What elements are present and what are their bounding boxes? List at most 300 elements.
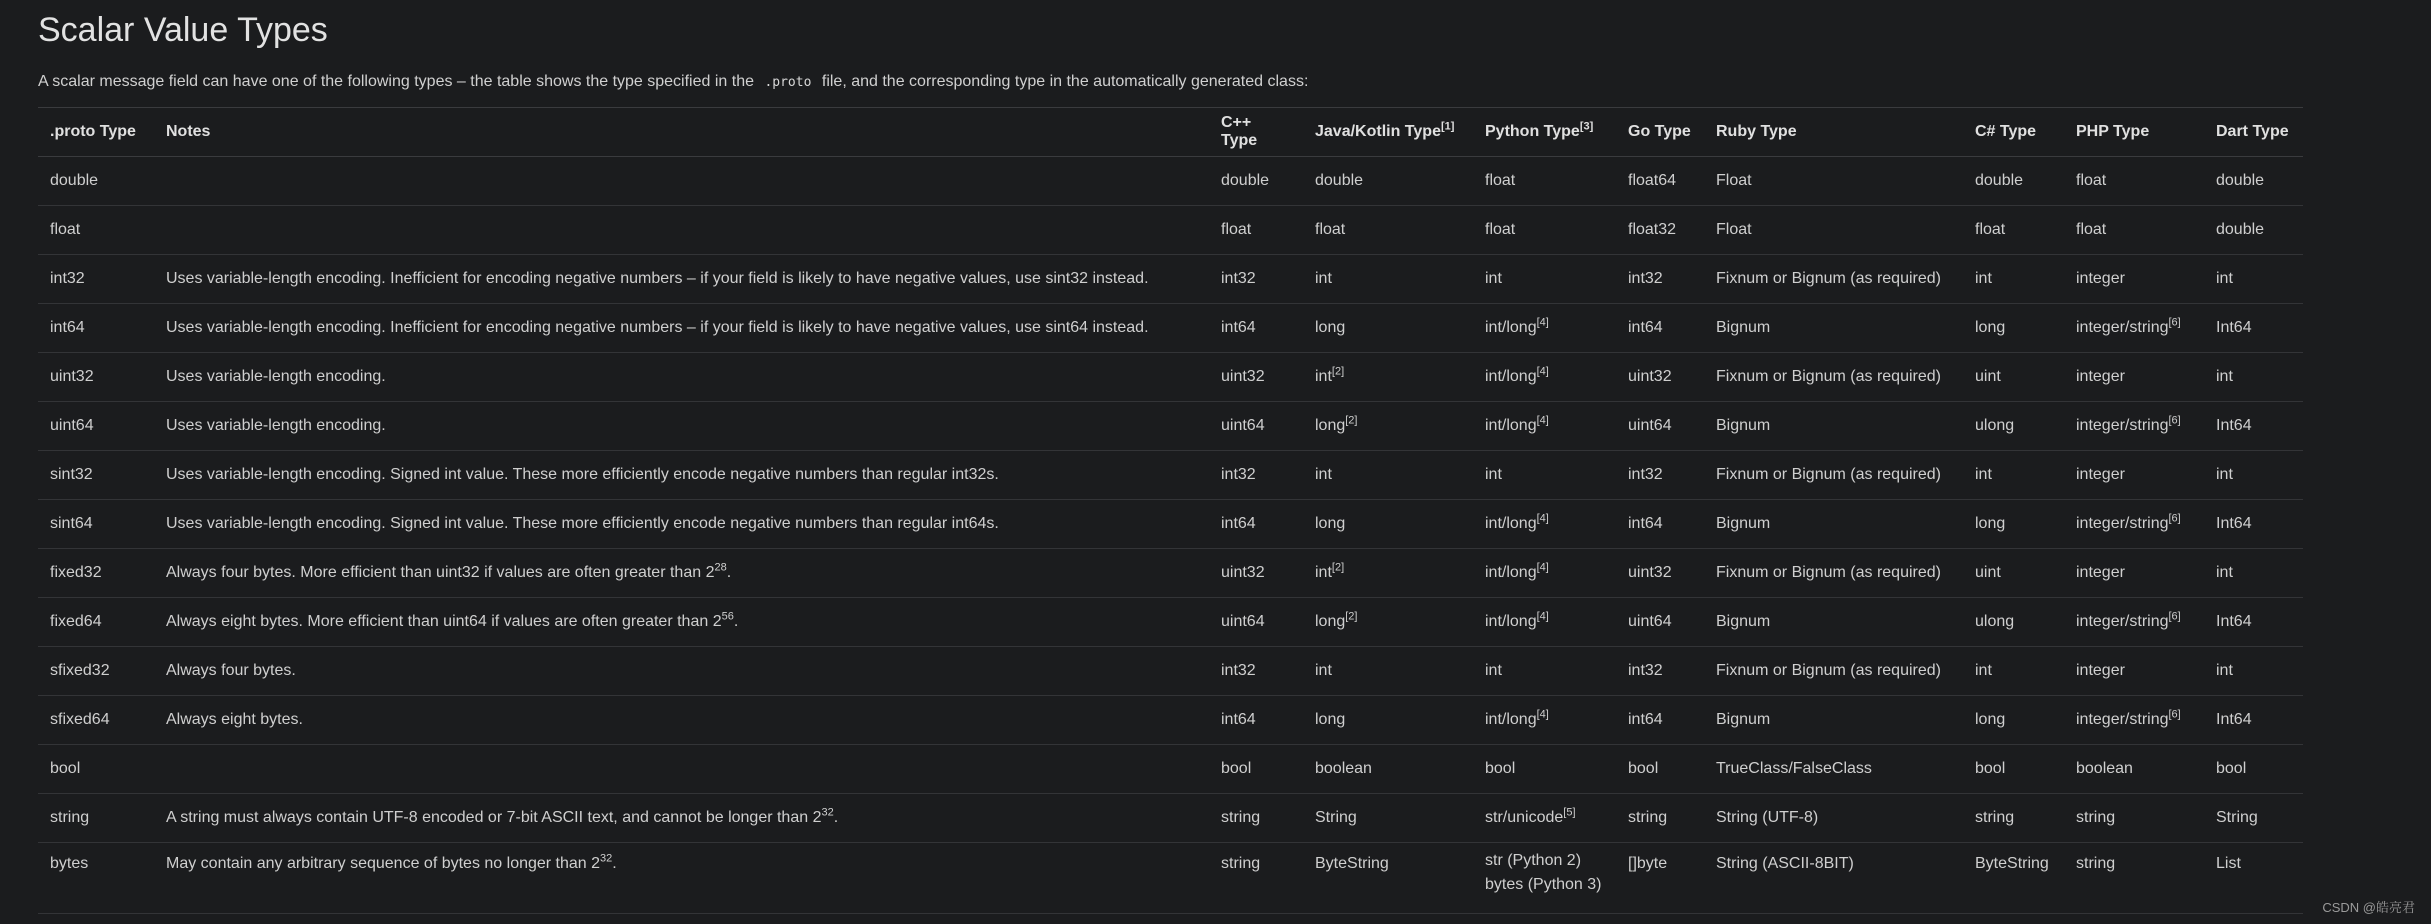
footnote-ref[interactable]: 32	[600, 852, 613, 865]
cell-text: uint64	[50, 417, 94, 434]
table-cell	[1473, 304, 1616, 353]
table-cell	[1303, 745, 1473, 794]
cell-text: float	[2076, 172, 2107, 189]
column-header	[1473, 108, 1616, 157]
cell-text: integer/string	[2076, 613, 2169, 630]
table-cell	[1616, 500, 1704, 549]
table-cell	[1963, 255, 2064, 304]
cell-text: long	[1315, 417, 1346, 434]
cell-text-suffix: .	[833, 809, 839, 826]
cell-text: bool	[50, 760, 81, 777]
cell-text: float64	[1628, 172, 1677, 189]
cell-text: uint64	[1628, 613, 1672, 630]
cell-text-suffix: .	[726, 564, 732, 581]
table-cell	[1963, 402, 2064, 451]
table-cell	[1616, 843, 1704, 914]
cell-text: double	[50, 172, 99, 189]
cell-text: Float	[1716, 221, 1752, 238]
cell-text: long	[1975, 319, 2006, 336]
column-header	[1963, 108, 2064, 157]
cell-text: int	[2216, 466, 2233, 483]
table-cell	[1303, 304, 1473, 353]
table-cell	[1473, 353, 1616, 402]
table-row	[38, 451, 2303, 500]
table-cell	[1616, 549, 1704, 598]
table-cell	[154, 402, 1209, 451]
cell-text: int/long	[1485, 368, 1537, 385]
cell-text: string	[1628, 809, 1668, 826]
cell-text: long	[1315, 613, 1346, 630]
cell-text: uint64	[1221, 417, 1265, 434]
table-cell	[1303, 255, 1473, 304]
table-cell	[1473, 255, 1616, 304]
cell-text: double	[1221, 172, 1270, 189]
table-cell	[1303, 500, 1473, 549]
table-cell	[2204, 549, 2303, 598]
table-cell	[1704, 157, 1963, 206]
column-header	[1616, 108, 1704, 157]
column-header-label: Python Type	[1485, 123, 1580, 140]
cell-text-line2: bytes (Python 3)	[1485, 876, 1602, 893]
table-cell	[1473, 549, 1616, 598]
table-row	[38, 500, 2303, 549]
footnote-ref[interactable]: 56	[721, 610, 734, 623]
column-header	[154, 108, 1209, 157]
cell-text: int/long	[1485, 417, 1537, 434]
cell-text: May contain any arbitrary sequence of bytes no longer than 2	[166, 855, 601, 872]
cell-text: long	[1975, 711, 2006, 728]
column-header-label: Go Type	[1628, 123, 1691, 140]
table-cell	[2204, 304, 2303, 353]
cell-text: float	[1975, 221, 2006, 238]
cell-text: String (UTF-8)	[1716, 809, 1819, 826]
table-cell	[1963, 794, 2064, 843]
cell-text: Always eight bytes. More efficient than uint64 if values are often greater than 2	[166, 613, 722, 630]
cell-text: integer	[2076, 270, 2125, 287]
footnote-ref[interactable]: [2]	[1345, 610, 1358, 623]
cell-text: Int64	[2216, 613, 2252, 630]
table-cell	[1963, 549, 2064, 598]
footnote-ref[interactable]: [6]	[2168, 414, 2181, 427]
cell-text: integer/string	[2076, 417, 2169, 434]
table-cell	[1704, 500, 1963, 549]
table-cell	[1209, 451, 1303, 500]
table-cell	[1303, 843, 1473, 914]
table-cell	[2204, 402, 2303, 451]
table-cell	[154, 500, 1209, 549]
table-cell	[154, 304, 1209, 353]
cell-text: int	[2216, 368, 2233, 385]
table-header-row	[38, 108, 2303, 157]
cell-text: string	[1221, 809, 1261, 826]
table-cell	[2064, 549, 2204, 598]
cell-text: TrueClass/FalseClass	[1716, 760, 1872, 777]
table-cell	[2064, 794, 2204, 843]
cell-text: double	[2216, 172, 2265, 189]
column-header	[1303, 108, 1473, 157]
watermark: CSDN @皓亮君	[2322, 900, 2415, 915]
cell-text-suffix: .	[612, 855, 617, 872]
table-cell	[1209, 843, 1303, 914]
table-cell	[2064, 353, 2204, 402]
table-body	[38, 157, 2303, 914]
cell-text: bool	[1628, 760, 1659, 777]
table-cell	[1303, 402, 1473, 451]
table-cell	[38, 696, 154, 745]
cell-text: uint32	[50, 368, 94, 385]
table-cell	[2204, 451, 2303, 500]
footnote-ref[interactable]: [4]	[1536, 708, 1549, 721]
cell-text: string	[2076, 855, 2116, 872]
table-cell	[154, 157, 1209, 206]
table-cell	[2064, 745, 2204, 794]
table-cell	[1704, 255, 1963, 304]
cell-text: float	[1315, 221, 1346, 238]
cell-text: float	[2076, 221, 2107, 238]
cell-text: bool	[1975, 760, 2006, 777]
cell-text: float32	[1628, 221, 1677, 238]
table-cell	[154, 451, 1209, 500]
table-cell	[1704, 304, 1963, 353]
column-header-label: Dart Type	[2216, 123, 2289, 140]
table-cell	[1303, 451, 1473, 500]
cell-text: long	[1315, 515, 1346, 532]
cell-text: long	[1315, 319, 1346, 336]
table-cell	[1209, 794, 1303, 843]
cell-text: long	[1975, 515, 2006, 532]
intro-paragraph	[38, 72, 2303, 93]
cell-text: int	[2216, 270, 2233, 287]
cell-text: bool	[2216, 760, 2247, 777]
table-cell	[1473, 206, 1616, 255]
cell-text: int32	[1221, 270, 1256, 287]
table-cell	[2204, 794, 2303, 843]
table-cell	[154, 255, 1209, 304]
table-cell	[2204, 696, 2303, 745]
cell-text: String (ASCII-8BIT)	[1716, 855, 1854, 872]
column-header-label: C++ Type	[1221, 114, 1258, 149]
table-cell	[1209, 353, 1303, 402]
cell-text: sfixed32	[50, 662, 110, 679]
footnote-ref[interactable]: [6]	[2168, 610, 2181, 623]
intro-text-before: A scalar message field can have one of the following types – the table shows the type specified in the	[38, 73, 754, 90]
table-cell	[2064, 255, 2204, 304]
table-row	[38, 696, 2303, 745]
cell-text: double	[2216, 221, 2265, 238]
cell-text: boolean	[2076, 760, 2133, 777]
table-cell	[2204, 598, 2303, 647]
cell-text: string	[50, 809, 90, 826]
footnote-ref[interactable]: [3]	[1579, 120, 1594, 133]
table-cell	[1616, 353, 1704, 402]
table-cell	[1704, 549, 1963, 598]
table-cell	[1963, 500, 2064, 549]
table-cell	[2204, 843, 2303, 914]
cell-text: str (Python 2)	[1485, 852, 1582, 869]
table-cell	[154, 843, 1209, 914]
table-cell	[2204, 745, 2303, 794]
table-cell	[1209, 500, 1303, 549]
footnote-ref[interactable]: [4]	[1536, 316, 1549, 329]
table-cell	[1704, 745, 1963, 794]
cell-text: long	[1315, 711, 1346, 728]
cell-text: Float	[1716, 172, 1752, 189]
table-cell	[1616, 206, 1704, 255]
table-cell	[38, 598, 154, 647]
cell-text: bool	[1485, 760, 1516, 777]
scalar-types-table	[38, 107, 2303, 914]
table-cell	[1303, 157, 1473, 206]
footnote-ref[interactable]: [6]	[2168, 316, 2181, 329]
table-cell	[1963, 353, 2064, 402]
page-title: Scalar Value Types	[38, 11, 328, 49]
cell-text: Bignum	[1716, 711, 1771, 728]
table-cell	[1303, 696, 1473, 745]
cell-text: uint32	[1628, 368, 1672, 385]
table-cell	[1616, 696, 1704, 745]
cell-text: ulong	[1975, 613, 2015, 630]
cell-text: int	[1315, 662, 1332, 679]
table-cell	[1704, 843, 1963, 914]
table-cell	[1303, 353, 1473, 402]
table-cell	[1704, 451, 1963, 500]
footnote-ref[interactable]: [2]	[1345, 414, 1358, 427]
cell-text: float	[1485, 221, 1516, 238]
table-cell	[38, 549, 154, 598]
footnote-ref[interactable]: 32	[821, 806, 834, 819]
table-cell	[2204, 647, 2303, 696]
footnote-ref[interactable]: [4]	[1536, 414, 1549, 427]
cell-text: Uses variable-length encoding. Signed int value. These more efficiently encode negative numbers than regular int32s.	[166, 466, 999, 483]
cell-text: int	[1315, 564, 1332, 581]
table-cell	[1473, 843, 1616, 914]
cell-text: []byte	[1628, 855, 1668, 872]
footnote-ref[interactable]: [5]	[1563, 806, 1576, 819]
cell-text: int64	[1628, 515, 1663, 532]
table-cell	[2064, 157, 2204, 206]
table-cell	[1209, 157, 1303, 206]
table-row	[38, 794, 2303, 843]
table-cell	[1616, 794, 1704, 843]
footnote-ref[interactable]: [6]	[2168, 512, 2181, 525]
table-row	[38, 549, 2303, 598]
cell-text-suffix: .	[733, 613, 739, 630]
column-header-label: C# Type	[1975, 123, 2037, 140]
table-cell	[154, 549, 1209, 598]
column-header	[2064, 108, 2204, 157]
table-row	[38, 353, 2303, 402]
cell-text: int	[2216, 564, 2233, 581]
cell-text: Bignum	[1716, 515, 1771, 532]
cell-text: int/long	[1485, 564, 1537, 581]
column-header	[38, 108, 154, 157]
cell-text: Uses variable-length encoding.	[166, 368, 386, 385]
table-cell	[1616, 304, 1704, 353]
cell-text: integer/string	[2076, 515, 2169, 532]
footnote-ref[interactable]: [6]	[2168, 708, 2181, 721]
table-cell	[154, 647, 1209, 696]
table-cell	[1209, 696, 1303, 745]
cell-text: uint32	[1221, 564, 1265, 581]
table-cell	[1209, 647, 1303, 696]
table-cell	[2204, 157, 2303, 206]
table-cell	[1704, 696, 1963, 745]
table-cell	[2064, 843, 2204, 914]
footnote-ref[interactable]: [4]	[1536, 561, 1549, 574]
table-cell	[1473, 745, 1616, 794]
cell-text: ByteString	[1315, 855, 1389, 872]
cell-text: uint	[1975, 368, 2001, 385]
table-cell	[154, 353, 1209, 402]
table-cell	[1473, 696, 1616, 745]
table-cell	[1209, 745, 1303, 794]
column-header-label: Java/Kotlin Type	[1315, 123, 1441, 140]
table-cell	[38, 157, 154, 206]
cell-text: double	[1975, 172, 2024, 189]
cell-text: bytes	[50, 855, 89, 872]
cell-text: int/long	[1485, 515, 1537, 532]
table-cell	[1473, 794, 1616, 843]
table-row	[38, 304, 2303, 353]
cell-text: string	[1975, 809, 2015, 826]
cell-text: int	[1975, 270, 1992, 287]
footnote-ref[interactable]: [4]	[1536, 610, 1549, 623]
cell-text: int/long	[1485, 711, 1537, 728]
table-row	[38, 402, 2303, 451]
table-cell	[1704, 402, 1963, 451]
cell-text: Int64	[2216, 319, 2252, 336]
table-cell	[1963, 598, 2064, 647]
table-cell	[1209, 255, 1303, 304]
cell-text: Uses variable-length encoding.	[166, 417, 386, 434]
table-cell	[1473, 647, 1616, 696]
table-cell	[154, 794, 1209, 843]
cell-text: Uses variable-length encoding. Inefficient for encoding negative numbers – if your field is likely to have negative values, use sint32 instead.	[166, 270, 1149, 287]
table-cell	[1616, 451, 1704, 500]
cell-text: Fixnum or Bignum (as required)	[1716, 270, 1941, 287]
table-cell	[154, 745, 1209, 794]
table-cell	[154, 206, 1209, 255]
cell-text: ByteString	[1975, 855, 2049, 872]
table-row	[38, 206, 2303, 255]
footnote-ref[interactable]: [4]	[1536, 512, 1549, 525]
table-row	[38, 598, 2303, 647]
cell-text: int32	[1628, 270, 1663, 287]
table-cell	[1209, 549, 1303, 598]
intro-text-after: file, and the corresponding type in the automatically generated class:	[821, 73, 1309, 90]
cell-text: sint32	[50, 466, 93, 483]
table-cell	[1616, 745, 1704, 794]
table-cell	[1616, 598, 1704, 647]
column-header-label: .proto Type	[50, 123, 136, 140]
table-cell	[38, 304, 154, 353]
cell-text: int32	[1221, 662, 1256, 679]
cell-text: integer/string	[2076, 319, 2169, 336]
cell-text: int	[1315, 466, 1332, 483]
cell-text: int32	[1221, 466, 1256, 483]
cell-text: integer	[2076, 466, 2125, 483]
cell-text: integer/string	[2076, 711, 2169, 728]
table-row	[38, 843, 2303, 914]
cell-text: double	[1315, 172, 1364, 189]
table-cell	[2064, 647, 2204, 696]
footnote-ref[interactable]: [2]	[1331, 365, 1345, 378]
table-cell	[1303, 549, 1473, 598]
table-cell	[2064, 402, 2204, 451]
cell-text: String	[2216, 809, 2258, 826]
table-cell	[1704, 353, 1963, 402]
cell-text: List	[2216, 855, 2241, 872]
cell-text: uint64	[1221, 613, 1265, 630]
footnote-ref[interactable]: [2]	[1331, 561, 1345, 574]
table-cell	[1963, 451, 2064, 500]
table-cell	[154, 598, 1209, 647]
footnote-ref[interactable]: 28	[714, 561, 727, 574]
table-cell	[38, 451, 154, 500]
table-cell	[38, 745, 154, 794]
footnote-ref[interactable]: [4]	[1536, 365, 1549, 378]
table-cell	[38, 255, 154, 304]
cell-text: int	[1975, 466, 1992, 483]
cell-text: int	[1485, 270, 1502, 287]
cell-text: str/unicode	[1485, 809, 1564, 826]
table-cell	[2064, 451, 2204, 500]
cell-text: Int64	[2216, 711, 2252, 728]
cell-text: float	[1221, 221, 1252, 238]
cell-text: Fixnum or Bignum (as required)	[1716, 564, 1941, 581]
cell-text: int64	[50, 319, 85, 336]
cell-text: int64	[1221, 711, 1256, 728]
cell-text: String	[1315, 809, 1357, 826]
table-cell	[38, 647, 154, 696]
table-cell	[1473, 598, 1616, 647]
cell-text: boolean	[1315, 760, 1372, 777]
table-cell	[1704, 647, 1963, 696]
table-cell	[2204, 206, 2303, 255]
table-cell	[2064, 598, 2204, 647]
footnote-ref[interactable]: [1]	[1440, 120, 1455, 133]
table-cell	[1303, 206, 1473, 255]
table-cell	[2064, 304, 2204, 353]
table-cell	[1303, 647, 1473, 696]
table-cell	[38, 206, 154, 255]
table-cell	[2204, 500, 2303, 549]
cell-text: uint	[1975, 564, 2001, 581]
table-cell	[2064, 500, 2204, 549]
cell-text: ulong	[1975, 417, 2015, 434]
table-cell	[1963, 206, 2064, 255]
cell-text: uint32	[1221, 368, 1265, 385]
table-cell	[38, 402, 154, 451]
table-cell	[1616, 402, 1704, 451]
table-cell	[154, 696, 1209, 745]
page	[38, 0, 2303, 914]
cell-text: int	[1975, 662, 1992, 679]
cell-text: int64	[1221, 515, 1256, 532]
table-cell	[1963, 843, 2064, 914]
table-cell	[38, 500, 154, 549]
cell-text: int32	[1628, 466, 1663, 483]
cell-text: sfixed64	[50, 711, 110, 728]
cell-text: Fixnum or Bignum (as required)	[1716, 662, 1941, 679]
table-cell	[1963, 696, 2064, 745]
table-cell	[1963, 304, 2064, 353]
table-cell	[1704, 598, 1963, 647]
table-cell	[1704, 206, 1963, 255]
table-cell	[1303, 598, 1473, 647]
cell-text: string	[1221, 855, 1261, 872]
table-row	[38, 255, 2303, 304]
